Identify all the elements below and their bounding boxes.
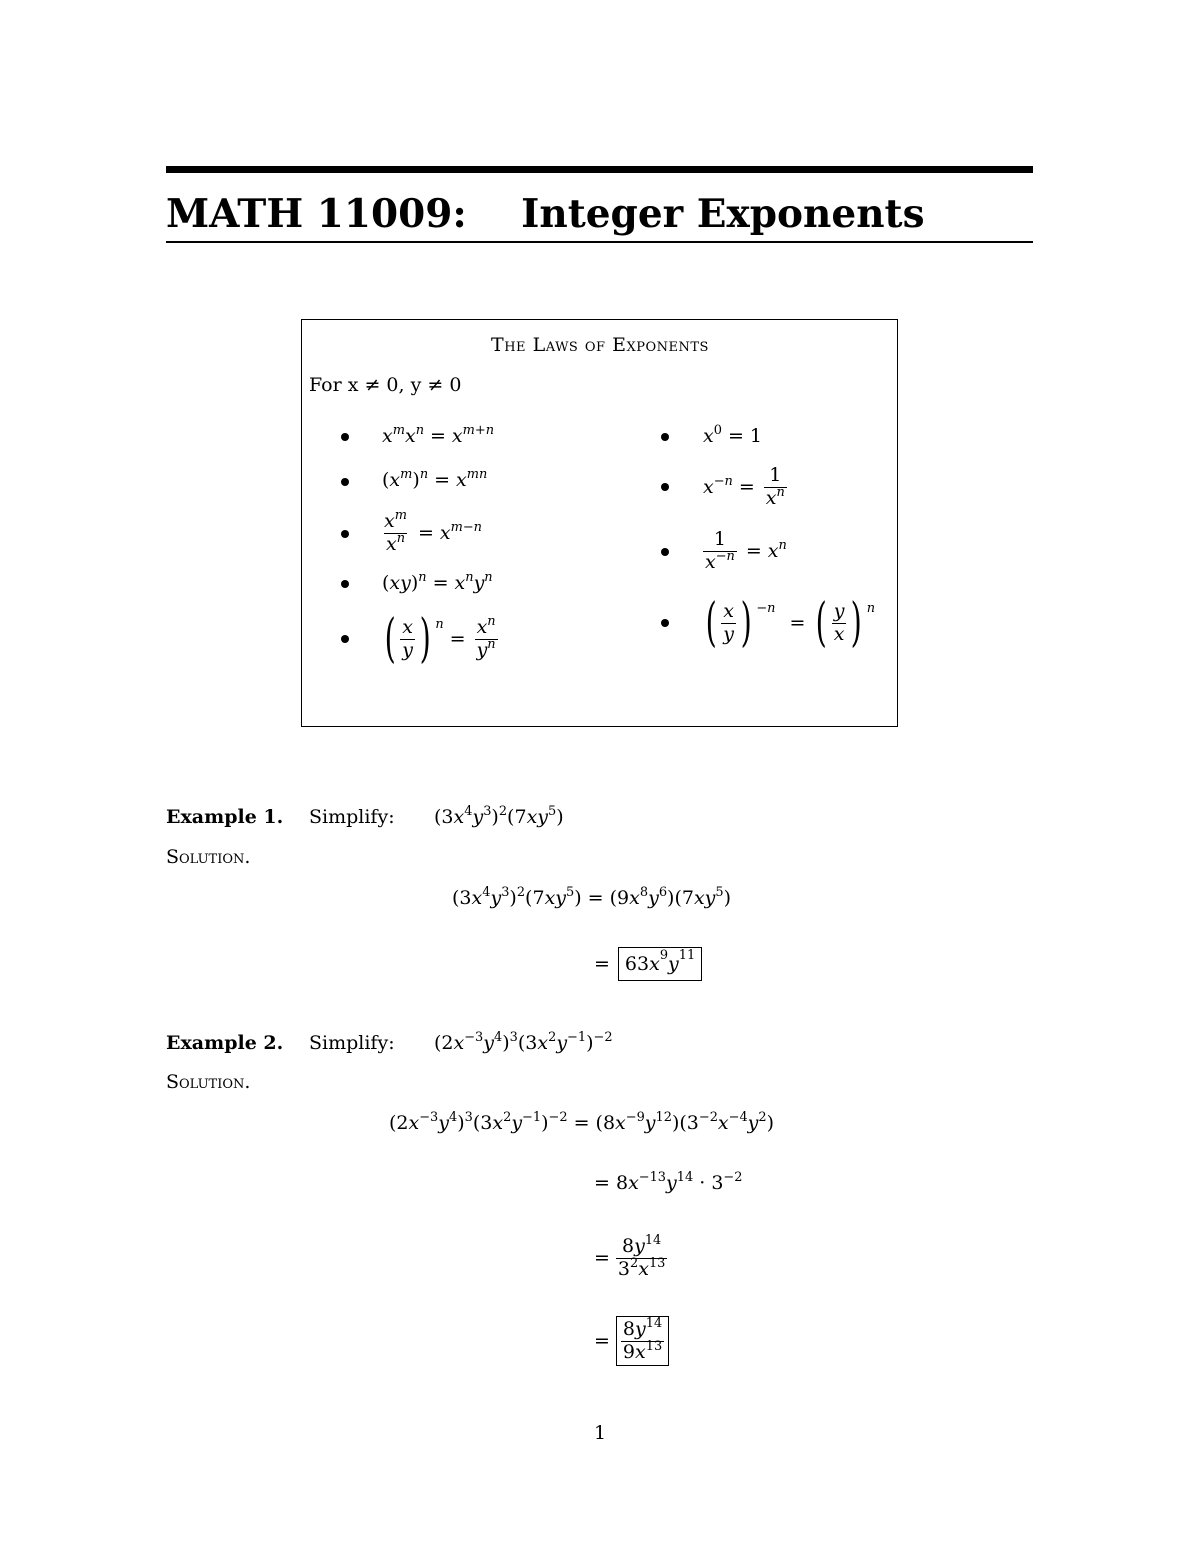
bullet [661, 433, 669, 441]
example-2-step-2: = $8x^{-13}y^{14} \cdot 3^{-2}$ [594, 1170, 743, 1194]
example-2-solution-label: Solution. [166, 1071, 251, 1093]
law-reciprocal-quotient: ( $\frac{x}{y}$ ) $^{-n}$ = ( $\frac{y}{x}$ ) $^n$ [705, 593, 876, 653]
law-quotient-power: ( $\frac{x}{y}$ ) $^n$ = $\frac{x^n}{y^n}$ [384, 609, 496, 669]
example-2-step-1: $(2x^{-3}y^4)^3(3x^2y^{-1})^{-2} = (8x^{-9}y^{12})(3^{-2}x^{-4}y^2)$ [389, 1110, 775, 1134]
example-2-step-3: = $\frac{8y^{14}}{3^2x^{13}}$ [594, 1232, 666, 1280]
example-1-instruction: Simplify: [309, 806, 395, 828]
page-number: 1 [593, 1422, 607, 1444]
page-title: MATH 11009: Integer Exponents [166, 191, 925, 237]
example-1-step-1: $(3x^4y^3)^2(7xy^5) = (9x^8y^6)(7xy^5)$ [452, 885, 732, 909]
law-zero-exponent: $x^0$ = 1 [703, 423, 762, 447]
example-1-solution-label: Solution. [166, 846, 251, 868]
law-quotient: $\frac{x^m}{x^n}$ = $x^{m-n}$ [384, 507, 482, 555]
law-reciprocal-negative: $\frac{1}{x^{-n}}$ = $x^n$ [705, 527, 787, 573]
law-product: $x^mx^n$ = $x^{m+n}$ [382, 423, 495, 447]
example-1-label: Example 1. [166, 806, 284, 828]
example-2-instruction: Simplify: [309, 1032, 395, 1054]
bullet [341, 433, 349, 441]
laws-box-heading: The Laws of Exponents [491, 334, 709, 356]
law-power-of-power: $(x^m)^n$ = $x^{mn}$ [382, 467, 488, 491]
laws-condition: For x ≠ 0, y ≠ 0 [309, 374, 462, 396]
bullet [341, 635, 349, 643]
example-2-answer: = $\frac{8y^{14}}{9x^{13}}$ [594, 1311, 669, 1371]
bullet [661, 548, 669, 556]
example-1-problem: $(3x^4y^3)^2(7xy^5)$ [434, 804, 564, 828]
example-1-answer: = 63 x $^9$ y $^{11}$ [594, 947, 702, 981]
bullet [341, 580, 349, 588]
top-rule [166, 166, 1033, 173]
bullet [661, 619, 669, 627]
bullet [341, 530, 349, 538]
bullet [341, 478, 349, 486]
bullet [661, 483, 669, 491]
law-negative-exponent: $x^{-n}$ = $\frac{1}{x^n}$ [703, 463, 785, 509]
title-underline [166, 241, 1033, 243]
example-2-label: Example 2. [166, 1032, 284, 1054]
example-2-problem: $(2x^{-3}y^4)^3(3x^2y^{-1})^{-2}$ [434, 1030, 613, 1054]
law-product-power: (xy)$^n$ = $x^ny^n$ [382, 570, 493, 594]
